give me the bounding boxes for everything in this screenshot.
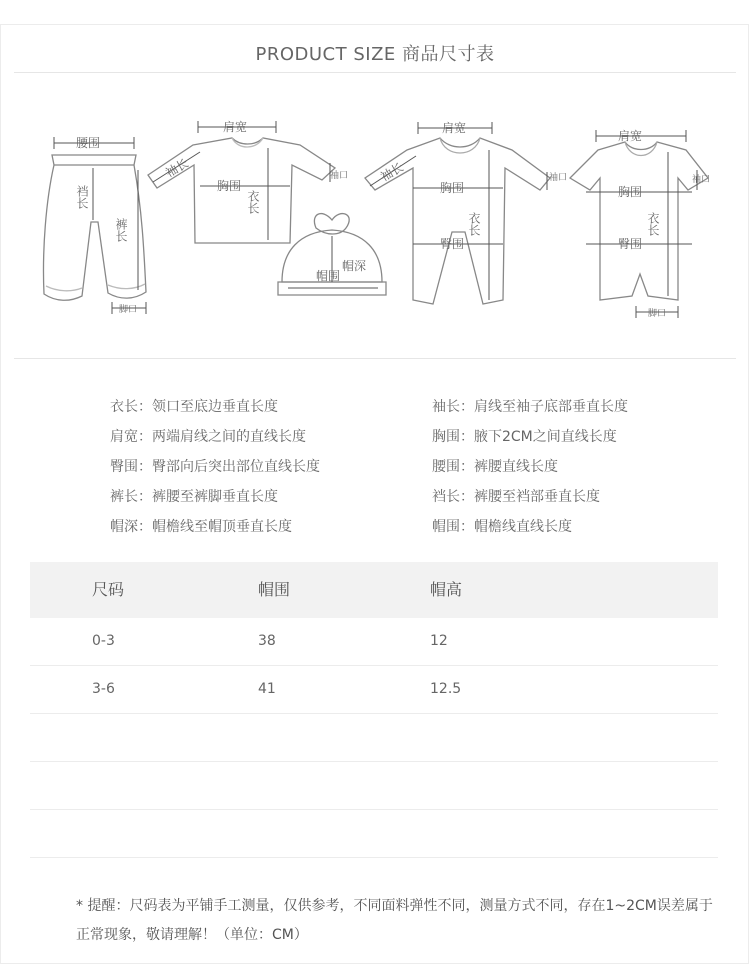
top-length-label: 衣长 [246,190,260,214]
diagram-divider [14,358,736,359]
pants-waist-label: 腰围 [76,136,101,150]
cell-hat-circ: 41 [258,681,276,697]
romper-long-sleeve-label: 袖长 [378,159,406,185]
cell-hat-height: 12.5 [430,681,462,697]
cell-hat-height: 12 [430,633,448,649]
romper-long-chest-label: 胸围 [440,181,465,195]
pants-crotch-label: 裆长 [75,185,89,209]
header-size: 尺码 [92,580,125,599]
table-row-empty [30,762,718,810]
definition-item: 胸围：腋下2CM之间直线长度 [432,429,617,445]
table-row [30,618,718,666]
definition-item: 肩宽：两端肩线之间的直线长度 [110,429,306,445]
table-row-empty [30,714,718,762]
romper-long-length-label: 衣长 [467,212,481,236]
romper-short-hip-label: 臀围 [618,237,643,251]
definition-item: 裆长：裤腰至裆部垂直长度 [432,489,600,505]
definition-item: 帽围：帽檐线直线长度 [432,519,572,535]
header-hat-height: 帽高 [430,580,463,599]
definition-item: 腰围：裤腰直线长度 [432,459,558,475]
romper-short-length-label: 衣长 [646,212,660,236]
romper-long-cuff-label: 袖口 [549,173,568,183]
hat-depth-label: 帽深 [342,259,367,273]
romper-short-cuff-label: 袖口 [692,175,711,185]
definition-item: 臀围：臀部向后突出部位直线长度 [110,459,320,475]
pants-cuff-label: 脚口 [119,305,138,315]
header-hat-circ: 帽围 [258,580,291,599]
top-shoulder-label: 肩宽 [223,120,248,134]
table-header [30,562,718,618]
title-divider [14,72,736,73]
table-row-empty [30,810,718,858]
size-table [30,562,718,858]
page-title: PRODUCT SIZE 商品尺寸表 [255,44,495,65]
pants-illustration [43,137,146,314]
cell-size: 0-3 [92,633,115,649]
romper-short-shoulder-label: 肩宽 [618,129,643,143]
definition-item: 衣长：领口至底边垂直长度 [110,399,278,415]
hat-circ-label: 帽围 [316,269,341,283]
definition-item: 裤长：裤腰至裤脚垂直长度 [110,489,278,505]
table-row [30,666,718,714]
romper-short-chest-label: 胸围 [618,185,643,199]
romper-long-hip-label: 臀围 [440,237,465,251]
cell-hat-circ: 38 [258,633,276,649]
romper-short-leg-label: 脚口 [648,309,667,319]
definition-item: 帽深：帽檐线至帽顶垂直长度 [110,519,292,535]
short-romper-illustration [570,130,711,318]
measurement-note: * 提醒：尺码表为平铺手工测量，仅供参考，不同面料弹性不同，测量方式不同，存在1~2CM误差属于正常现象，敬请理解！（单位：CM） [76,898,713,943]
garment-diagrams [0,90,750,350]
romper-long-shoulder-label: 肩宽 [442,121,467,135]
cell-size: 3-6 [92,681,115,697]
definition-item: 袖长：肩线至袖子底部垂直长度 [432,399,628,415]
top-sleeve-label: 袖长 [163,155,191,181]
long-romper-illustration [365,122,550,304]
top-chest-label: 胸围 [217,179,242,193]
top-cuff-label: 袖口 [330,171,349,181]
pants-length-label: 裤长 [114,218,128,242]
top-illustration [148,121,335,243]
